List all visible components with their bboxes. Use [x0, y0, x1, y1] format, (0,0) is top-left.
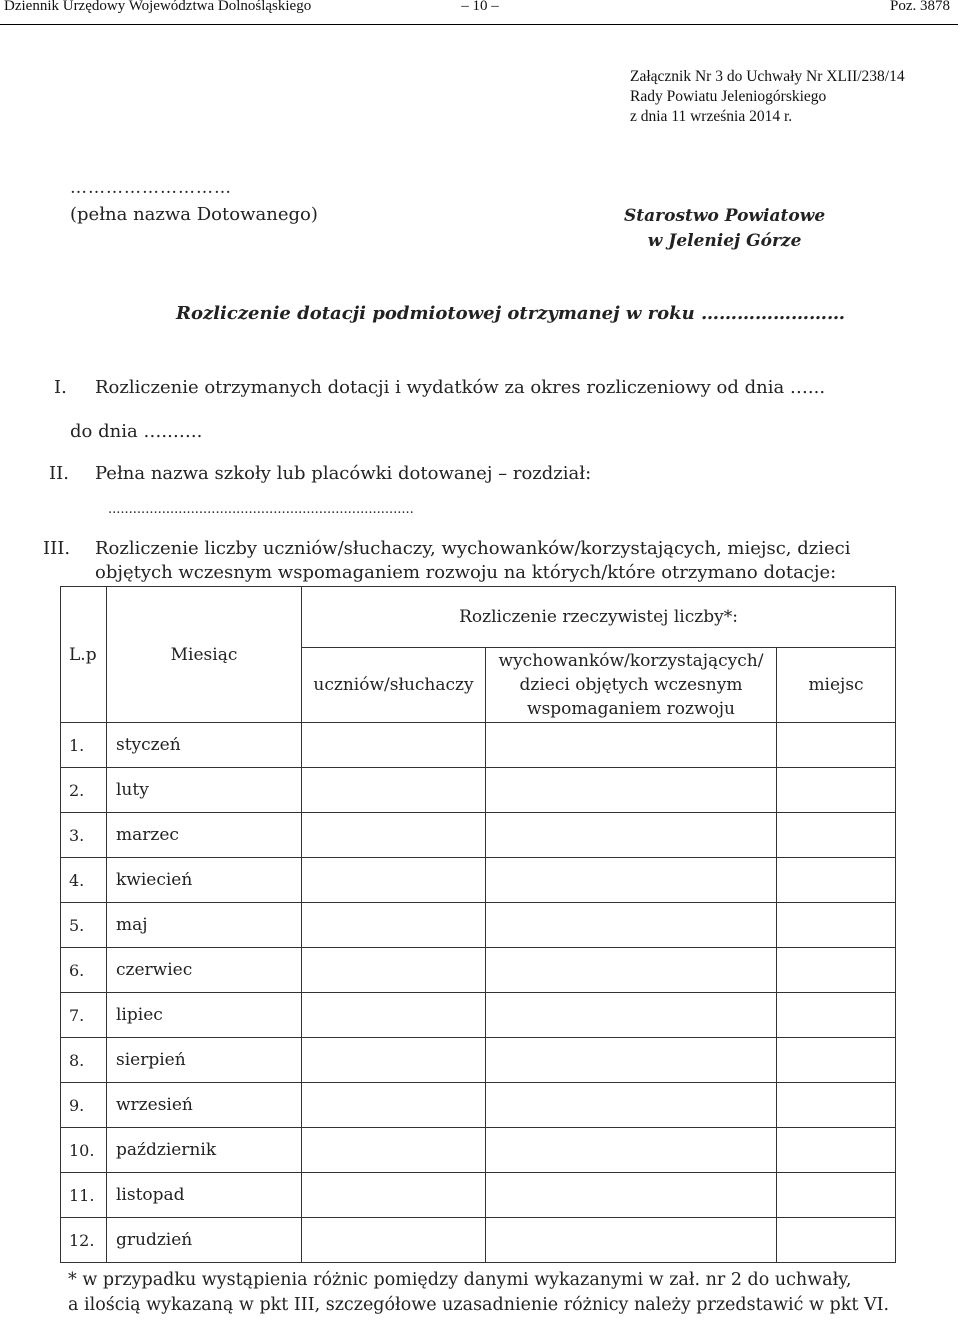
cell-places[interactable]	[777, 1218, 896, 1263]
cell-pupils[interactable]	[486, 858, 777, 903]
row-number: 1.	[61, 723, 107, 768]
header-pupils-line-3: wspomaganiem rozwoju	[527, 699, 735, 719]
row-number: 6.	[61, 948, 107, 993]
cell-pupils[interactable]	[486, 903, 777, 948]
cell-pupils[interactable]	[486, 768, 777, 813]
table-row	[61, 903, 896, 948]
row-month: sierpień	[107, 1038, 302, 1083]
header-pupils-line-2: dzieci objętych wczesnym	[519, 675, 743, 695]
journal-title: Dziennik Urzędowy Województwa Dolnośląskiego	[4, 0, 312, 14]
section-3-text-line-1: Rozliczenie liczby uczniów/słuchaczy, wychowanków/korzystających, miejsc, dzieci	[95, 538, 851, 559]
table-row	[61, 1083, 896, 1128]
cell-students[interactable]	[302, 1173, 486, 1218]
header-actual-count: Rozliczenie rzeczywistej liczby*:	[302, 587, 896, 648]
cell-places[interactable]	[777, 768, 896, 813]
row-number: 4.	[61, 858, 107, 903]
section-2-dots: ..........................................................................	[108, 502, 414, 517]
cell-places[interactable]	[777, 993, 896, 1038]
table-row	[61, 1173, 896, 1218]
cell-pupils[interactable]	[486, 1173, 777, 1218]
cell-places[interactable]	[777, 813, 896, 858]
position-number: Poz. 3878	[890, 0, 950, 14]
cell-places[interactable]	[777, 723, 896, 768]
cell-students[interactable]	[302, 993, 486, 1038]
footnote-line-2: a ilością wykazaną w pkt III, szczegółowe uzasadnienie różnicy należy przedstawić w pkt VI.	[68, 1295, 890, 1315]
form-title: Rozliczenie dotacji podmiotowej otrzymanej w roku ……………………	[176, 303, 845, 324]
cell-students[interactable]	[302, 723, 486, 768]
row-number: 12.	[61, 1218, 107, 1263]
annex-line-2: Rady Powiatu Jeleniogórskiego	[630, 88, 827, 105]
table-row	[61, 993, 896, 1038]
table-row	[61, 768, 896, 813]
cell-places[interactable]	[777, 948, 896, 993]
row-number: 8.	[61, 1038, 107, 1083]
cell-pupils[interactable]	[486, 1083, 777, 1128]
table-row	[61, 813, 896, 858]
footnote-line-1: * w przypadku wystąpienia różnic pomiędzy danymi wykazanymi w zał. nr 2 do uchwały,	[68, 1270, 852, 1290]
header-students: uczniów/słuchaczy	[302, 648, 486, 723]
header-pupils-line-1: wychowanków/korzystających/	[498, 651, 764, 671]
row-month: grudzień	[107, 1218, 302, 1263]
row-month: październik	[107, 1128, 302, 1173]
grantee-name-dots: ………………………	[70, 178, 232, 198]
section-3-number: III.	[43, 538, 71, 559]
cell-students[interactable]	[302, 1128, 486, 1173]
cell-students[interactable]	[302, 1038, 486, 1083]
cell-students[interactable]	[302, 948, 486, 993]
cell-students[interactable]	[302, 858, 486, 903]
table-row	[61, 1038, 896, 1083]
cell-pupils[interactable]	[486, 948, 777, 993]
cell-students[interactable]	[302, 813, 486, 858]
row-month: maj	[107, 903, 302, 948]
row-number: 5.	[61, 903, 107, 948]
row-month: czerwiec	[107, 948, 302, 993]
annex-line-3: z dnia 11 września 2014 r.	[630, 108, 793, 125]
cell-pupils[interactable]	[486, 1128, 777, 1173]
row-number: 7.	[61, 993, 107, 1038]
section-1-text: Rozliczenie otrzymanych dotacji i wydatków za okres rozliczeniowy od dnia …...	[95, 377, 826, 398]
cell-places[interactable]	[777, 858, 896, 903]
header-pupils	[486, 648, 777, 723]
row-month: listopad	[107, 1173, 302, 1218]
row-number: 9.	[61, 1083, 107, 1128]
annex-note	[630, 67, 905, 127]
row-month: wrzesień	[107, 1083, 302, 1128]
cell-places[interactable]	[777, 1128, 896, 1173]
table-row	[61, 1218, 896, 1263]
cell-students[interactable]	[302, 903, 486, 948]
page-number: – 10 –	[461, 0, 499, 14]
header-month: Miesiąc	[107, 587, 302, 723]
footnote	[68, 1268, 889, 1318]
header-lp: L.p	[61, 587, 107, 723]
cell-pupils[interactable]	[486, 1218, 777, 1263]
cell-students[interactable]	[302, 1218, 486, 1263]
table-row	[61, 723, 896, 768]
row-month: marzec	[107, 813, 302, 858]
cell-places[interactable]	[777, 903, 896, 948]
row-month: luty	[107, 768, 302, 813]
row-month: lipiec	[107, 993, 302, 1038]
section-1-number: I.	[54, 377, 67, 398]
cell-places[interactable]	[777, 1083, 896, 1128]
row-number: 11.	[61, 1173, 107, 1218]
cell-pupils[interactable]	[486, 993, 777, 1038]
section-2-number: II.	[49, 463, 69, 484]
section-1-continuation: do dnia …..…..	[70, 421, 203, 442]
cell-places[interactable]	[777, 1038, 896, 1083]
section-2-text: Pełna nazwa szkoły lub placówki dotowanej – rozdział:	[95, 463, 592, 484]
row-number: 2.	[61, 768, 107, 813]
annex-line-1: Załącznik Nr 3 do Uchwały Nr XLII/238/14	[630, 68, 905, 85]
office-line-2: w Jeleniej Górze	[647, 231, 802, 251]
cell-students[interactable]	[302, 1083, 486, 1128]
cell-pupils[interactable]	[486, 1038, 777, 1083]
page-header	[0, 0, 958, 25]
row-month: kwiecień	[107, 858, 302, 903]
cell-places[interactable]	[777, 1173, 896, 1218]
office-line-1: Starostwo Powiatowe	[624, 206, 826, 226]
table-row	[61, 1128, 896, 1173]
row-month: styczeń	[107, 723, 302, 768]
row-number: 3.	[61, 813, 107, 858]
cell-students[interactable]	[302, 768, 486, 813]
cell-pupils[interactable]	[486, 813, 777, 858]
table-row	[61, 858, 896, 903]
section-3-text-line-2: objętych wczesnym wspomaganiem rozwoju na których/które otrzymano dotacje:	[95, 562, 837, 583]
office-address	[624, 204, 825, 254]
table-row	[61, 948, 896, 993]
header-places: miejsc	[777, 648, 896, 723]
cell-pupils[interactable]	[486, 723, 777, 768]
row-number: 10.	[61, 1128, 107, 1173]
grantee-name-label: (pełna nazwa Dotowanego)	[70, 204, 318, 225]
settlement-table	[60, 586, 896, 1263]
